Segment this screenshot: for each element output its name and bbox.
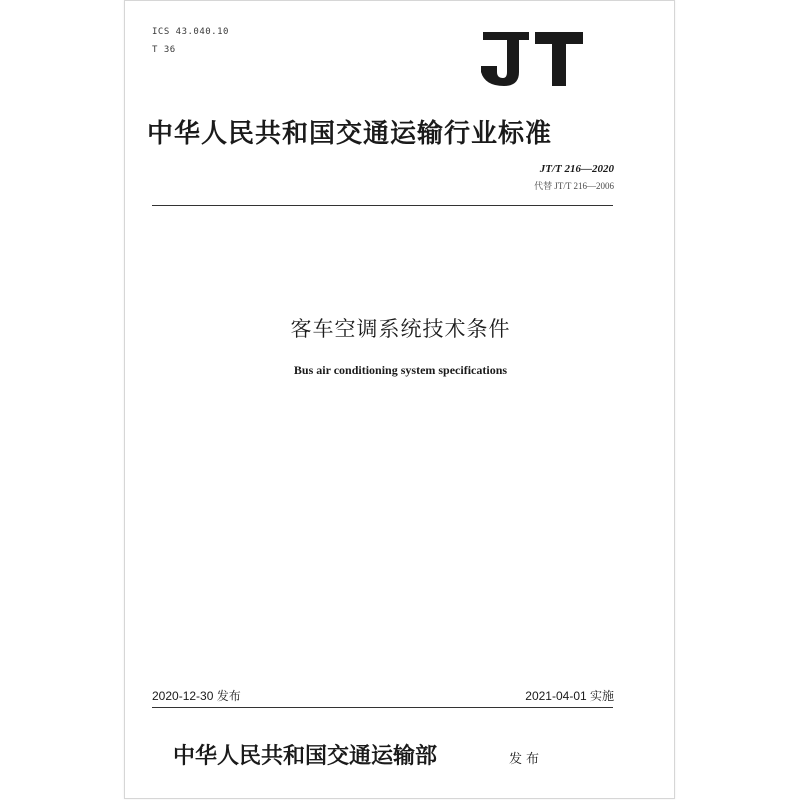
document-title-cn: 客车空调系统技术条件 — [290, 317, 511, 341]
classification-code: T 36 — [152, 45, 176, 55]
jt-logo — [477, 30, 587, 88]
document-title-en: Bus air conditioning system specifications — [293, 363, 508, 377]
issue-date: 2020-12-30 发布 — [152, 689, 241, 703]
publisher-name: 中华人民共和国交通运输部 — [173, 743, 438, 769]
standard-cover-page — [124, 0, 675, 799]
header-divider — [152, 205, 613, 206]
standard-number: JT/T 216—2020 — [539, 163, 614, 175]
implementation-date: 2021-04-01 实施 — [525, 689, 614, 703]
industry-standard-title: 中华人民共和国交通运输行业标准 — [147, 119, 553, 149]
footer-divider — [152, 707, 613, 708]
replaces-note: 代替 JT/T 216—2006 — [534, 181, 614, 191]
ics-code: ICS 43.040.10 — [152, 27, 229, 37]
publish-label: 发布 — [509, 752, 544, 767]
